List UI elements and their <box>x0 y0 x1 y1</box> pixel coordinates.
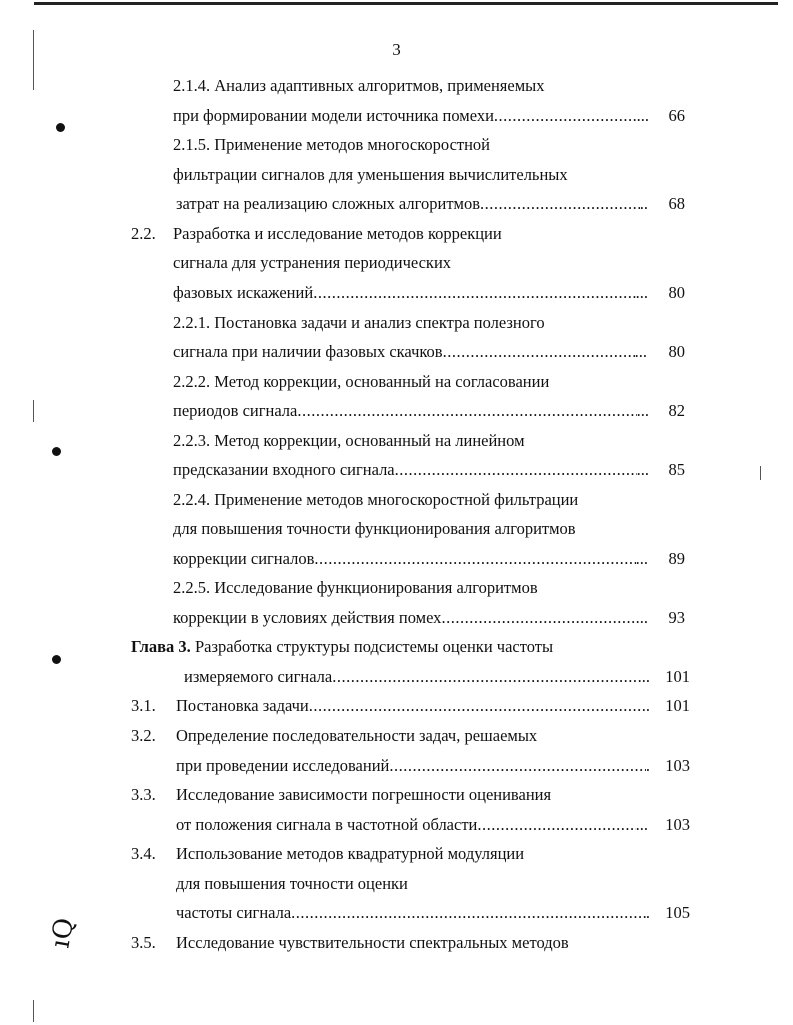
toc-line <box>173 549 648 569</box>
toc-line-2.2.4: 2.2.4. Применение методов многоскоростной фильтрации <box>173 490 579 509</box>
toc-line <box>173 460 649 480</box>
top-border-line <box>34 2 778 5</box>
toc-page: 103 <box>665 815 690 834</box>
scan-mark <box>33 1000 34 1022</box>
toc-line-2.2.5: 2.2.5. Исследование функционирования алгоритмов <box>173 578 538 597</box>
toc-line-2.2.2: 2.2.2. Метод коррекции, основанный на согласовании <box>173 372 550 391</box>
leader-end: ... <box>635 608 648 627</box>
leader-end: ... <box>636 460 649 479</box>
leader-end: ... <box>637 667 650 686</box>
leader-dots <box>291 903 646 923</box>
leader-end: ... <box>635 549 648 568</box>
toc-line-3.1 <box>176 696 650 716</box>
leader-end: . <box>645 696 650 715</box>
leader-dots <box>332 667 637 687</box>
toc-text: коррекции сигналов <box>173 549 315 568</box>
toc-page: 105 <box>665 903 690 922</box>
toc-line <box>173 283 648 303</box>
toc-line-2.1.5: 2.1.5. Применение методов многоскоростной <box>173 135 491 154</box>
chapter-heading <box>131 637 553 657</box>
leader-dots <box>313 283 635 303</box>
leader-end: ... <box>635 815 648 834</box>
leader-end: . <box>645 903 650 922</box>
toc-page: 103 <box>665 756 690 775</box>
leader-dots <box>297 401 636 421</box>
toc-page: 85 <box>668 460 685 479</box>
toc-text: периодов сигнала <box>173 401 298 420</box>
section-number: 3.2. <box>131 726 156 745</box>
toc-line-2.1.4: 2.1.4. Анализ адаптивных алгоритмов, применяемых <box>173 76 545 95</box>
toc-text: частоты сигнала <box>176 903 292 922</box>
toc-page: 93 <box>668 608 685 627</box>
leader-dots <box>395 460 637 480</box>
leader-end: .. <box>639 194 648 213</box>
toc-line-2.2.3: 2.2.3. Метод коррекции, основанный на линейном <box>173 431 525 450</box>
toc-line <box>173 401 649 421</box>
page-number: 3 <box>392 40 401 59</box>
leader-dots <box>309 696 646 716</box>
toc-line: сигнала для устранения периодических <box>173 253 452 272</box>
scan-mark <box>33 400 34 422</box>
section-number: 2.2. <box>131 224 156 243</box>
toc-page: 80 <box>668 342 685 361</box>
leader-dots <box>389 756 646 776</box>
toc-line: фильтрации сигналов для уменьшения вычислительных <box>173 165 568 184</box>
toc-text: при формировании модели источника помехи <box>173 106 494 125</box>
toc-text: Постановка задачи <box>176 696 309 715</box>
toc-line-2.2.1: 2.2.1. Постановка задачи и анализ спектра полезного <box>173 313 545 332</box>
toc-page: 82 <box>668 401 685 420</box>
toc-text: при проведении исследований <box>176 756 390 775</box>
toc-line: для повышения точности оценки <box>176 874 408 893</box>
toc-text: коррекции в условиях действия помех <box>173 608 442 627</box>
toc-text: фазовых искажений <box>173 283 314 302</box>
leader-dots <box>477 815 635 835</box>
toc-line <box>173 106 649 126</box>
toc-line-3.5: Исследование чувствительности спектральных методов <box>176 933 569 952</box>
leader-dots <box>480 194 640 214</box>
binder-hole <box>52 655 61 664</box>
toc-text: от положения сигнала в частотной области <box>176 815 478 834</box>
toc-line <box>184 667 650 687</box>
section-number: 3.1. <box>131 696 156 715</box>
toc-line-3.4: Использование методов квадратурной модуляции <box>176 844 525 863</box>
section-number: 3.3. <box>131 785 156 804</box>
section-number: 3.4. <box>131 844 156 863</box>
leader-dots <box>443 342 635 362</box>
toc-line <box>173 608 648 628</box>
leader-end: ... <box>634 342 647 361</box>
leader-end: ... <box>636 401 649 420</box>
handwritten-mark: ıQ <box>45 915 81 951</box>
toc-text: затрат на реализацию сложных алгоритмов <box>176 194 481 213</box>
toc-text: сигнала при наличии фазовых скачков <box>173 342 443 361</box>
toc-page: 101 <box>665 667 690 686</box>
toc-text: предсказании входного сигнала <box>173 460 395 479</box>
toc-line <box>176 194 648 214</box>
toc-line: для повышения точности функционирования алгоритмов <box>173 519 576 538</box>
toc-page: 101 <box>665 696 690 715</box>
binder-hole <box>56 123 65 132</box>
toc-line-2.2: Разработка и исследование методов коррекции <box>173 224 502 243</box>
chapter-title: Разработка структуры подсистемы оценки частоты <box>190 637 554 656</box>
toc-page: 66 <box>668 106 685 125</box>
toc-page: 80 <box>668 283 685 302</box>
leader-end: . <box>645 756 650 775</box>
toc-line <box>176 815 648 835</box>
toc-page: 68 <box>668 194 685 213</box>
leader-end: ... <box>635 283 648 302</box>
leader-end: ... <box>636 106 649 125</box>
leader-dots <box>441 608 635 628</box>
toc-line <box>176 903 650 923</box>
binder-hole <box>52 447 61 456</box>
scan-mark <box>760 466 761 480</box>
toc-line-3.3: Исследование зависимости погрешности оценивания <box>176 785 552 804</box>
chapter-label: Глава 3. <box>131 637 191 656</box>
toc-text: измеряемого сигнала <box>184 667 333 686</box>
scan-mark <box>33 30 34 90</box>
section-number: 3.5. <box>131 933 156 952</box>
toc-line <box>176 756 650 776</box>
leader-dots <box>494 106 637 126</box>
leader-dots <box>314 549 635 569</box>
toc-line <box>173 342 647 362</box>
toc-line-3.2: Определение последовательности задач, решаемых <box>176 726 538 745</box>
toc-page: 89 <box>668 549 685 568</box>
